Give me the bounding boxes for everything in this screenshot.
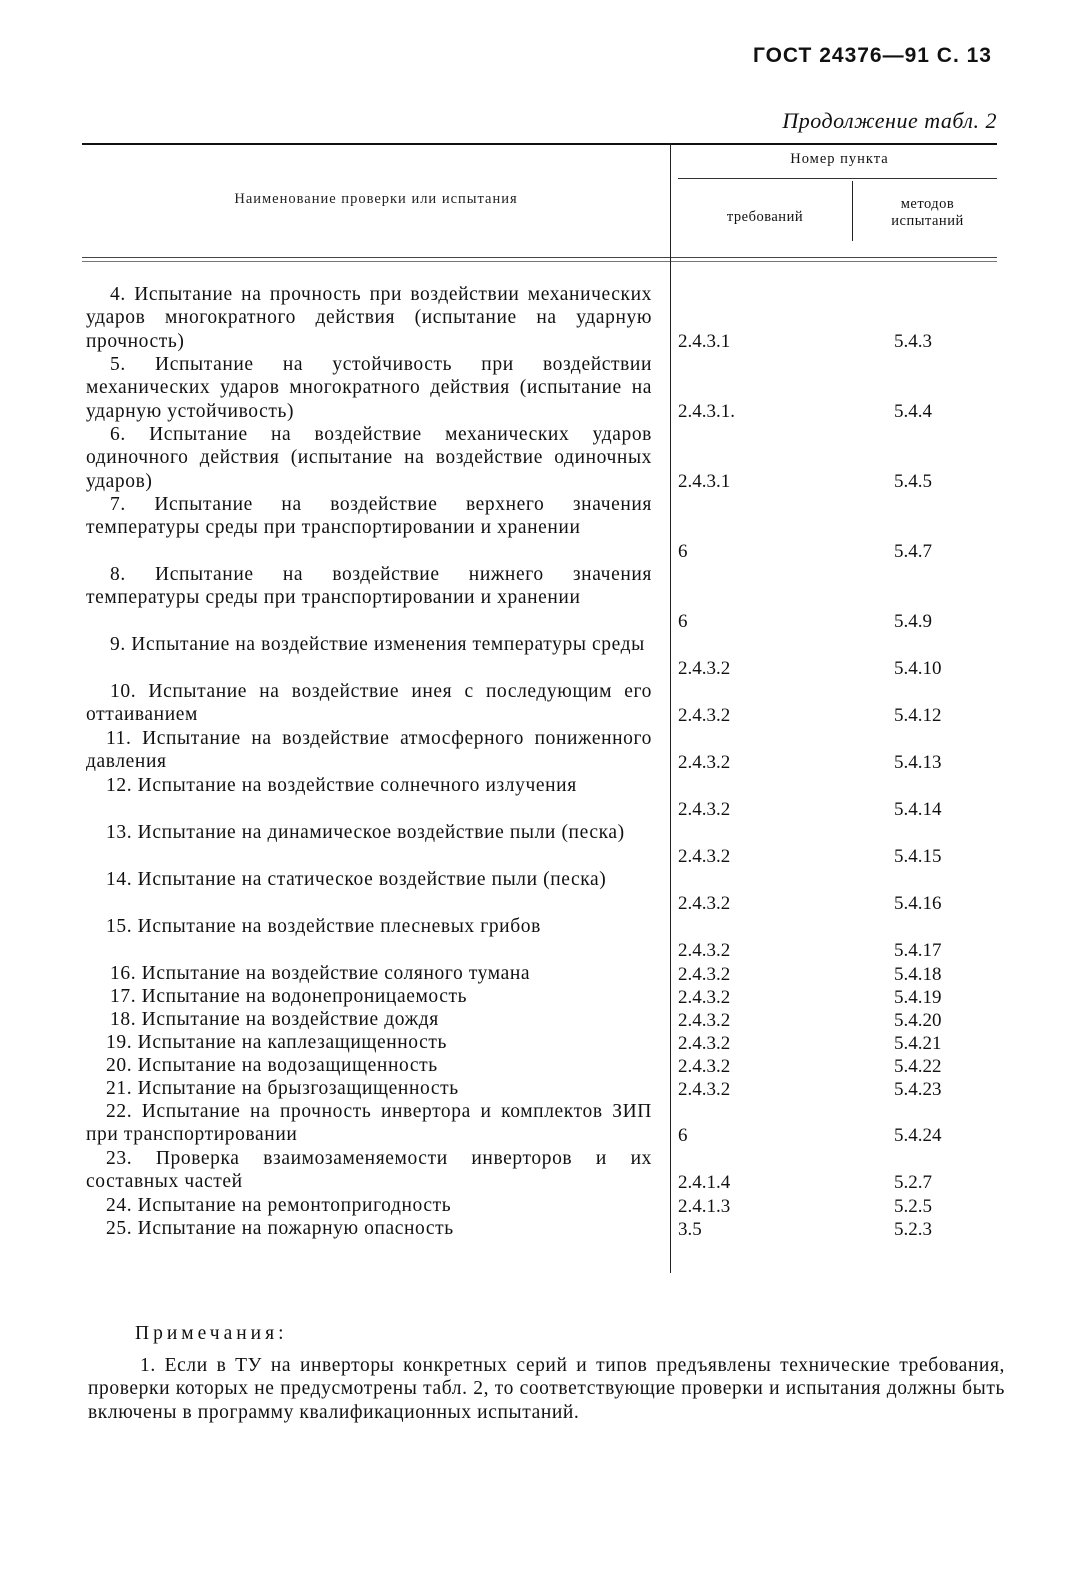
test-name: 20. Испытание на водозащищенность	[106, 1055, 438, 1076]
table-row	[82, 563, 997, 633]
requirement-clause: 2.4.1.3	[678, 1196, 731, 1217]
test-name: 13. Испытание на динамическое воздействие пыли (песка)	[106, 822, 625, 843]
test-name: 4. Испытание на прочность при воздействии механических ударов многократного действия (испытание на ударную прочность)	[86, 284, 652, 352]
method-clause: 5.4.17	[894, 940, 942, 961]
requirement-clause: 3.5	[678, 1219, 702, 1240]
requirement-clause: 2.4.3.2	[678, 658, 731, 679]
table-row	[82, 727, 997, 774]
table-row	[82, 493, 997, 563]
method-clause: 5.4.22	[894, 1056, 942, 1077]
method-clause: 5.4.4	[894, 401, 932, 422]
method-clause: 5.4.18	[894, 964, 942, 985]
method-clause: 5.4.15	[894, 846, 942, 867]
table-row	[82, 1217, 997, 1241]
method-clause: 5.4.5	[894, 471, 932, 492]
header-sub-rule	[678, 178, 997, 179]
test-name: 19. Испытание на каплезащищенность	[106, 1032, 447, 1053]
table-continuation-label: Продолжение табл. 2	[782, 108, 997, 133]
page-header: ГОСТ 24376—91 С. 13	[752, 44, 992, 67]
test-name: 25. Испытание на пожарную опасность	[106, 1218, 454, 1239]
requirement-clause: 2.4.1.4	[678, 1172, 731, 1193]
requirement-clause: 6	[678, 541, 688, 562]
table-row	[82, 283, 997, 353]
table-row	[82, 1100, 997, 1147]
table-row	[82, 423, 997, 493]
requirement-clause: 2.4.3.2	[678, 799, 731, 820]
test-name: 9. Испытание на воздействие изменения температуры среды	[110, 634, 645, 655]
test-name: 8. Испытание на воздействие нижнего значения температуры среды при транспортировании и хранении	[86, 564, 652, 609]
test-name: 7. Испытание на воздействие верхнего значения температуры среды при транспортировании и хранении	[86, 494, 652, 539]
method-clause: 5.4.3	[894, 331, 932, 352]
method-clause: 5.4.10	[894, 658, 942, 679]
table-row	[82, 1008, 997, 1032]
notes-section	[88, 1322, 1005, 1424]
test-name: 14. Испытание на статическое воздействие пыли (песка)	[106, 869, 607, 890]
test-name: 18. Испытание на воздействие дождя	[110, 1009, 439, 1030]
method-clause: 5.4.19	[894, 987, 942, 1008]
table-row	[82, 353, 997, 423]
test-name: 12. Испытание на воздействие солнечного излучения	[106, 775, 577, 796]
requirement-clause: 2.4.3.2	[678, 846, 731, 867]
method-clause: 5.4.9	[894, 611, 932, 632]
requirement-clause: 2.4.3.2	[678, 1033, 731, 1054]
table-row	[82, 774, 997, 821]
notes-text: 1. Если в ТУ на инверторы конкретных серий и типов предъявлены технические требования, проверки которых не предусмотрены табл. 2, то соответствующие проверки и испытания должны быть включены в программу квалификационных испытаний.	[88, 1354, 1005, 1423]
table-row	[82, 680, 997, 727]
method-clause: 5.4.14	[894, 799, 942, 820]
table-row	[82, 1194, 997, 1218]
method-clause: 5.4.24	[894, 1125, 942, 1146]
method-clause: 5.4.13	[894, 752, 942, 773]
notes-title: Примечания:	[135, 1323, 288, 1344]
col-header-methods-line1: методов	[900, 196, 955, 212]
method-clause: 5.4.21	[894, 1033, 942, 1054]
col-header-methods-line2: испытаний	[891, 213, 964, 229]
test-name: 6. Испытание на воздействие механических ударов одиночного действия (испытание на воздействие одиночных ударов)	[86, 424, 652, 492]
requirement-clause: 2.4.3.2	[678, 1056, 731, 1077]
method-clause: 5.2.5	[894, 1196, 932, 1217]
table-row	[82, 1031, 997, 1055]
method-clause: 5.2.7	[894, 1172, 932, 1193]
requirement-clause: 6	[678, 611, 688, 632]
table-row	[82, 868, 997, 915]
method-clause: 5.4.23	[894, 1079, 942, 1100]
method-clause: 5.4.12	[894, 705, 942, 726]
requirement-clause: 2.4.3.2	[678, 1079, 731, 1100]
col-header-name: Наименование проверки или испытания	[234, 191, 518, 207]
col-header-group: Номер пункта	[790, 151, 889, 167]
method-clause: 5.4.16	[894, 893, 942, 914]
requirement-clause: 2.4.3.2	[678, 940, 731, 961]
table-row	[82, 821, 997, 868]
header-bottom-rule	[82, 257, 997, 258]
test-name: 24. Испытание на ремонтопригодность	[106, 1195, 452, 1216]
col-header-methods	[858, 196, 997, 230]
test-name: 5. Испытание на устойчивость при воздействии механических ударов многократного действия (испытание на ударную устойчивость)	[86, 354, 652, 422]
table-row	[82, 962, 997, 986]
test-name: 16. Испытание на воздействие соляного тумана	[110, 963, 531, 984]
table-row	[82, 1147, 997, 1194]
header-bottom-rule-2	[82, 261, 997, 262]
table-row	[82, 1077, 997, 1101]
test-name: 10. Испытание на воздействие инея с последующим его оттаиванием	[86, 681, 652, 726]
col-header-requirements: требований	[726, 209, 804, 225]
column-divider-sub	[852, 181, 853, 241]
requirement-clause: 2.4.3.2	[678, 752, 731, 773]
test-table	[82, 143, 997, 1273]
method-clause: 5.4.7	[894, 541, 932, 562]
test-name: 17. Испытание на водонепроницаемость	[110, 986, 468, 1007]
table-row	[82, 985, 997, 1009]
table-top-rule	[82, 143, 997, 145]
method-clause: 5.2.3	[894, 1219, 932, 1240]
table-row	[82, 915, 997, 962]
requirement-clause: 2.4.3.2	[678, 705, 731, 726]
requirement-clause: 2.4.3.1.	[678, 401, 735, 422]
table-row	[82, 633, 997, 680]
test-name: 22. Испытание на прочность инвертора и комплектов ЗИП при транспортировании	[86, 1101, 652, 1146]
requirement-clause: 2.4.3.1	[678, 471, 731, 492]
test-name: 23. Проверка взаимозаменяемости инверторов и их составных частей	[86, 1148, 652, 1193]
requirement-clause: 2.4.3.1	[678, 331, 731, 352]
test-name: 15. Испытание на воздействие плесневых грибов	[106, 916, 541, 937]
requirement-clause: 6	[678, 1125, 688, 1146]
requirement-clause: 2.4.3.2	[678, 893, 731, 914]
table-row	[82, 1054, 997, 1078]
test-name: 11. Испытание на воздействие атмосферного пониженного давления	[86, 728, 652, 773]
test-name: 21. Испытание на брызгозащищенность	[106, 1078, 459, 1099]
method-clause: 5.4.20	[894, 1010, 942, 1031]
requirement-clause: 2.4.3.2	[678, 1010, 731, 1031]
requirement-clause: 2.4.3.2	[678, 987, 731, 1008]
requirement-clause: 2.4.3.2	[678, 964, 731, 985]
